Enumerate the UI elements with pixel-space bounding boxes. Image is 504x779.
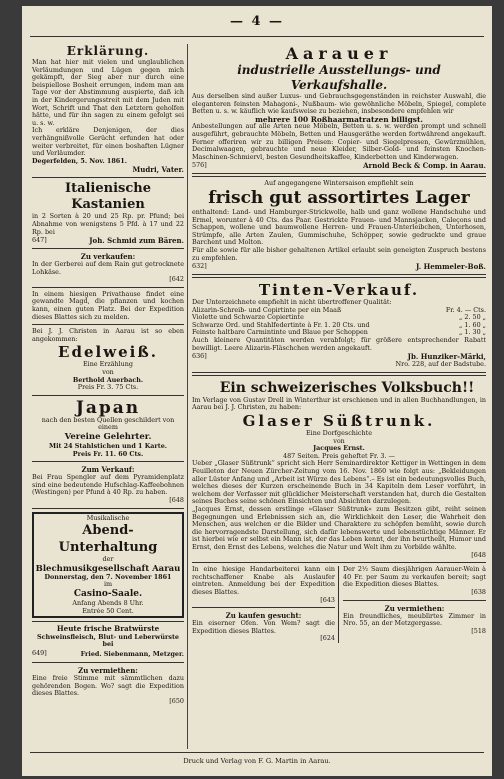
edelweiss-title: Edelweiß. <box>58 343 158 362</box>
tinten-item-label: Alizarin-Schreib- und Copirtinte per ein Maaß <box>192 305 342 314</box>
ausstellung-subtitle: industrielle Ausstellungs- und Verkaufshalle. <box>237 63 441 92</box>
tinten-item-label: Schwarze Ord. und Stahlfedertinte à Fr. 1. 20 Cts. und <box>192 320 370 329</box>
divider <box>32 324 184 325</box>
edelweiss-author: Berthold Auerbach. <box>72 375 144 384</box>
vermiethen-title: Zu vermiethen: <box>78 665 138 675</box>
divider <box>32 461 184 462</box>
edelweiss-sub: Eine Erzählung <box>82 360 134 369</box>
volksbuch-title: Ein schweizerisches Volksbuch!! <box>219 379 475 396</box>
tinten-item-price: Fr. 4. — Cts. <box>445 305 486 314</box>
abend-kicker: Musikalische <box>86 513 130 522</box>
divider <box>192 562 486 563</box>
volksbuch-num: [648 <box>471 550 486 559</box>
vermiethen2-text: Ein freundliches, meublirtes Zimmer in Nro. 55, an der Metzgergasse. <box>343 611 486 628</box>
ad-vermiethen <box>32 666 184 705</box>
ausstellung-num: 576] <box>192 161 207 170</box>
volksbuch-sub: Eine Dorfgeschichte <box>306 429 372 438</box>
japan-sub: nach den besten Quellen geschildert von einem <box>41 415 175 432</box>
divider <box>32 177 184 178</box>
ad-verkaufen <box>32 252 184 284</box>
divider <box>192 607 335 608</box>
lager-pre: Auf angegangene Wintersaison empfiehlt sein <box>264 179 414 188</box>
kauf-title: Zum Verkauf: <box>81 465 135 475</box>
tinten-num: 636] <box>192 352 207 361</box>
magd-text: In einem hiesigen Privathause findet eine gewandte Magd, die pflanzen und kochen kann, einen guten Platz. Bei der Expedition dieses Blattes sich zu melden. <box>32 289 184 321</box>
divider <box>192 173 486 177</box>
japan-society: Vereine Gelehrter. <box>64 432 152 442</box>
ad-wurst <box>32 625 184 659</box>
wurst-num: 649] <box>32 648 47 657</box>
ausstellung-text: Aus derselben sind außer Luxus- und Gebrauchsgegenständen in reichster Auswahl, die eleganteren feinsten Mahagoni-, Nußbaum- wie gewöhnliche Möbeln, Spiegel, complete Betten u. s. w. käuflich wie kaufsweise zu beziehen, insbesondere empfehlen wir <box>192 92 486 116</box>
ad-magd <box>32 291 184 321</box>
page-number <box>22 14 492 29</box>
ad-japan <box>32 399 184 458</box>
newspaper-page <box>22 6 492 776</box>
abend-venue: Casino-Saale. <box>73 588 143 599</box>
ausstellung-text2: Anbestellungen auf alle Arten neue Möbeln, Betten u. s. w. werden prompt und schnell ausgeführt, gebrauchte Möbeln, Betten und Hausgeräthe werden fortwährend angekauft. Ferner offeriren wir zu billigen Preisen: Copier- und Siegelpressen, Gewürzmühlen, Decimalwaagen, gebrauchte und neue Kleider, Silber-Gold- und feinsten Knochen-Maschinen-Schmiervl, besten Gesundheitskaffee, Kinderbetten und Kinderwagen. <box>192 122 486 161</box>
divider <box>32 287 184 288</box>
wurst-line2: Schweinsfleisch, Blut- und Leberwürste bei <box>37 632 179 649</box>
edelweiss-von: von <box>102 368 114 377</box>
ad-volksbuch <box>192 379 486 559</box>
edelweiss-price: Preis Fr. 3. 75 Cts. <box>77 383 139 392</box>
ausstellung-highlight: mehrere 100 Roßhaarmatratzen billigst. <box>255 114 423 124</box>
ad-kauf <box>32 465 184 504</box>
divider <box>192 372 486 376</box>
abend-entry: Entrée 50 Cent. <box>82 606 134 615</box>
kastanien-title: Italienische Kastanien <box>64 181 151 213</box>
japan-title: Japan <box>75 397 141 418</box>
divider <box>192 274 486 278</box>
lehrknabe-text: In eine hiesige Handarbeiterei kann ein rechtschaffener Knabe als Auslaufer eintreten. Anmeldung bei der Expedition dieses Blattes. <box>192 565 335 596</box>
volksbuch-intro: Im Verlage von Gustav Drell in Winterthur ist erschienen und in allen Buchhandlungen, in Aarau bei J. J. Christen, zu haben: <box>192 395 486 412</box>
erklaerung-text2: Ich erkläre Denjenigen, der dies verhängnißvolle Gerücht erfunden hat oder weiter verbreitet, für einen boshaften Lügner und Verläumder. <box>32 126 184 158</box>
ad-ausstellung <box>192 44 486 170</box>
erklaerung-date: Degerfelden, 5. Nov. 1861. <box>32 156 127 165</box>
footer-rule <box>30 752 484 753</box>
volksbuch-book-title: Glaser Süßtrunk. <box>242 412 436 431</box>
tinten-intro: Der Unterzeichnete empfiehlt in nicht übertroffener Qualität: <box>192 298 392 307</box>
bottom-small-ads <box>192 566 486 643</box>
erklaerung-signature: Mudri, Vater. <box>132 165 184 175</box>
saum-text: Der 2½ Saum diesjährigen Aarauer-Wein à 40 Fr. per Saum zu verkaufen bereit; sagt die Expedition dieses Blattes. <box>343 565 486 589</box>
divider <box>32 621 184 622</box>
kastanien-num: 647] <box>32 236 47 245</box>
lager-text: enthaltend: Land- und Hamburger-Strickwolle, halb und ganz wollene Handschuhe und Ermel, worunter à 40 Cts. das Paar. Gestrickte Frauen- und Mannsjacken, Caleçons und Schappen, wollene und baumwollene Herren- und Frauen-Unterleibchen, Unterhosen, Strümpfe, alle Arten Zaulen, Gummischuhe, Schöpper, sowie gedruckte und graue Barchent und Molton. <box>192 207 486 247</box>
divider <box>32 662 184 663</box>
abend-im: im <box>103 580 113 589</box>
kaufgesucht-num: [624 <box>320 634 335 643</box>
tinten-text: Auch kleinere Quantitäten werden verabfolgt; für größere entsprechender Rabatt bewilligt. Leere Alizarin-Fläschchen werden angekauft. <box>192 336 486 352</box>
divider <box>32 395 184 396</box>
ad-edelweiss <box>32 328 184 392</box>
tinten-price-list <box>192 307 486 337</box>
tinten-item-label: Violette und Schwarze Copiertinte <box>192 313 304 322</box>
left-column <box>32 44 184 754</box>
wurst-pre: Heute frische Bratwürste <box>56 624 160 634</box>
abend-title: Abend-Unterhaltung <box>58 523 158 556</box>
kastanien-text: in 2 Sorten à 20 und 25 Rp. pr. Pfund; bei Abnahme von wenigstens 5 Pfd. à 17 und 22 Rp. bei <box>32 212 184 236</box>
volksbuch-pages: 487 Seiten. Preis geheftet Fr. 3. — <box>283 451 395 460</box>
ausstellung-signature: Arnold Beck & Comp. in Aarau. <box>363 161 486 171</box>
verkaufen-title: Zu verkaufen: <box>80 252 136 262</box>
lager-text2: Für alle sowie für alle bisher gehaltenen Artikel erlaubt sein geneigten Zuspruch bestens zu empfehlen. <box>192 245 486 262</box>
kauf-num: [648 <box>169 495 184 504</box>
saum-num: [638 <box>471 587 486 596</box>
vermiethen-num: [650 <box>169 696 184 705</box>
ad-lager <box>192 180 486 271</box>
ad-tinten <box>192 281 486 369</box>
vermiethen2-title: Zu vermiethen: <box>384 603 445 613</box>
bottom-right-ads <box>343 566 486 643</box>
column-divider <box>187 44 188 749</box>
tinten-title: Tinten-Verkauf. <box>258 281 420 300</box>
verkaufen-num: [642 <box>169 275 184 284</box>
bottom-left-ads <box>192 566 339 643</box>
footer-imprint: Druck und Verlag von F. G. Martin in Aarau. <box>183 757 331 765</box>
divider <box>32 248 184 249</box>
header-rule <box>30 36 484 37</box>
vermiethen2-num: [518 <box>471 626 486 635</box>
tinten-item-price: „ 1. 60 „ <box>459 320 486 329</box>
abend-time: Anfang Abends 8 Uhr. <box>72 598 144 607</box>
kastanien-signature: Joh. Schmid zum Bären. <box>89 236 184 246</box>
kaufgesucht-text: Ein eiserner Ofen. Von Wem? sagt die Expedition dieses Blattes. <box>192 619 335 635</box>
tinten-item-label: Feinste haltbare Carmintinte und Blaue per Schoppen <box>192 328 368 337</box>
ausstellung-title: Aarauer <box>285 44 393 63</box>
volksbuch-text2: „Jacques Ernst, dessen erstlinge »Glaser Süßtrunk« zum Besitzen gibt, reiht seinen Begegnungen und Erlebnissen sich an, die Wirklichkeit den Leser, die Wahrheit den Menschen, aus welchen er die Bilder und Charaktere zu schöpfen bemüht, sowie durch die hervorragendste Darstellung, sich dafür lebenswerte und lebenstüchtige Männer. Er ist hierbei wie er selbst ein Mann ist, der das Leben kennt, der ihn beurtheilt, Humor und Ernst, den Ernst des Lebens, welches die Natur und Welt ihm zu Vorbilde wählte. <box>192 504 486 551</box>
vermiethen-text: Eine freie Stimme mit sämmtlichen dazu gehörenden Bogen. Wo? sagt die Expedition dieses Blattes. <box>32 673 184 698</box>
kauf-text: Bei Frau Spengler auf dem Pyramidenplatz sind eine bedeutende Hufschlag-Kaffeebohnen (Westingen) per Pfund à 40 Rp. zu haben. <box>32 473 184 497</box>
abend-der: der <box>102 555 114 564</box>
abend-date: Donnerstag, den 7. November 1861 <box>44 572 172 581</box>
tinten-item-price: „ 2. 50 „ <box>459 313 486 322</box>
volksbuch-von: von <box>333 436 345 445</box>
ad-erklaerung <box>32 44 184 174</box>
lager-num: 632] <box>192 262 207 271</box>
abend-org: Blechmusikgesellschaft Aarau <box>35 563 181 574</box>
page-number-text: — 4 — <box>229 14 285 29</box>
kaufgesucht-title: Zu kaufen gesucht: <box>225 611 302 621</box>
tinten-item-price: „ 1. 30 „ <box>459 328 486 337</box>
volksbuch-text: Ueber „Glaser Süßtrunk“ spricht sich Herr Seminardirektor Kettiger in Wettingen in dem Feuilleton der Neuen Zürcher-Zeitung vom 16. Nov. 1860 wie folgt aus: „Bekleidungen aller Lüster Anfang und „Arbeit ist Würze des Lebens“.– Es ist ein bedeutungsvolles Buch, welches dieses der Kurzen erscheinende Buch in 34 Kapiteln dem Leser vorführt, in welchem der Verfasser mit glücklicher Meisterschaft verstanden hat, durch die Gestalten seines Buches seine schönen Einsichten und Absichten darzulegen. <box>192 459 486 506</box>
erklaerung-title: Erklärung. <box>66 44 150 58</box>
ad-abend-unterhaltung <box>32 512 184 619</box>
right-column <box>192 44 486 754</box>
ad-kastanien <box>32 181 184 245</box>
divider <box>32 508 184 509</box>
erklaerung-text: Man hat hier mit vielen und unglaublichen Verläumdungen und Lügen gegen mich gekämpft, der Sieg aber nur durch eine beispiellose Bosheit errungen, indem man am Tage vor der Abstimmung auspierte, daß ich in der Kindergerungsstreit mit dem Juden mit Wort, Schrift und That den Letztern geholfen hätte, und für ihn sagen zu einem gefolgt sei u. s. w. <box>32 58 184 127</box>
japan-price: Preis Fr. 11. 60 Cts. <box>72 449 144 458</box>
divider <box>343 600 486 601</box>
verkaufen-text: In der Gerberei auf dem Rain gut getrocknete Lohkäse. <box>32 260 184 276</box>
lager-signature: J. Hemmeler-Boß. <box>415 262 486 272</box>
volksbuch-author: Jacques Ernst. <box>313 444 365 453</box>
tinten-signature: Jb. Hunziker-Märki, <box>407 352 486 362</box>
lehrknabe-num: [643 <box>320 595 335 604</box>
edelweiss-pub: Bei J. J. Christen in Aarau ist so eben angekommen: <box>32 327 184 343</box>
lager-title: frisch gut assortirtes Lager <box>208 187 470 208</box>
tinten-signature-address: Nro. 228, auf der Badstube. <box>395 360 486 369</box>
japan-desc: Mit 24 Stahlstichen und 1 Karte. <box>49 442 167 450</box>
wurst-signature: Fried. Siebenmann, Metzger. <box>80 649 184 658</box>
